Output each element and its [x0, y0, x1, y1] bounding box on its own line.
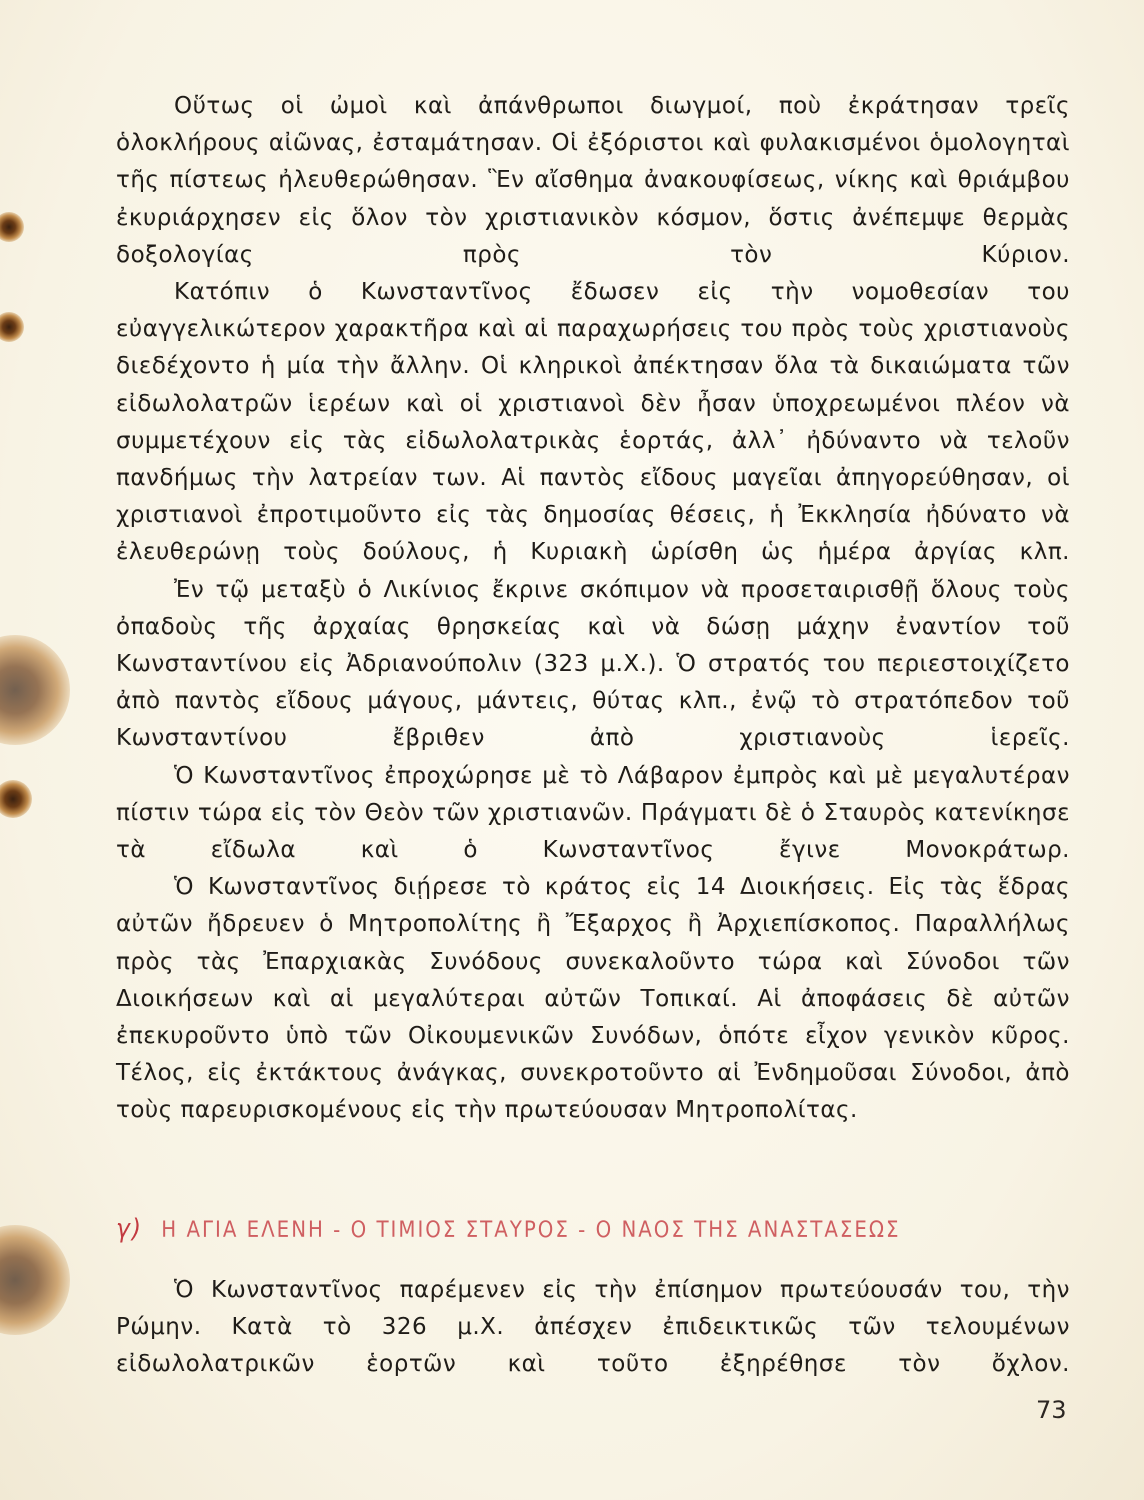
body-text — [116, 88, 1070, 1130]
binder-hole-4 — [0, 780, 32, 818]
section-paragraph-1: Ὁ Κωνσταντῖνος παρέμενεν εἰς τὴν ἐπίσημον πρωτεύουσάν του, τὴν Ρώμην. Κατὰ τὸ 326 μ.Χ. ἀπέσχεν ἐπιδεικτικῶς τῶν τελουμένων εἰδωλολατρικῶν ἑορτῶν καὶ τοῦτο ἐξηρέθησε τὸν ὄχλον. — [116, 1277, 1070, 1378]
page-number: 73 — [1036, 1396, 1067, 1424]
section-heading — [116, 1214, 1070, 1244]
binder-hole-5 — [0, 1225, 70, 1335]
binder-hole-2 — [0, 312, 24, 342]
paragraph-3: Ἐν τῷ μεταξὺ ὁ Λικίνιος ἔκρινε σκόπιμον νὰ προσεταιρισθῇ ὅλους τοὺς ὀπαδοὺς τῆς ἀρχαίας θρησκείας καὶ νὰ δώσῃ μάχην ἐναντίον τοῦ Κωνσταντίνου εἰς Ἀδριανούπολιν (323 μ.Χ.). Ὁ στρατός του περιεστοιχίζετο ἀπὸ παντὸς εἴδους μάγους, μάντεις, θύτας κλπ., ἐνῷ τὸ στρατόπεδον τοῦ Κωνσταντίνου ἔβριθεν ἀπὸ χριστιανοὺς ἱερεῖς. — [116, 576, 1070, 752]
section-title: Η ΑΓΙΑ ΕΛΕΝΗ - Ο ΤΙΜΙΟΣ ΣΤΑΥΡΟΣ - Ο ΝΑΟΣ ΤΗΣ ΑΝΑΣΤΑΣΕΩΣ — [161, 1218, 901, 1243]
paragraph-4: Ὁ Κωνσταντῖνος ἐπροχώρησε μὲ τὸ Λάβαρον ἐμπρὸς καὶ μὲ μεγαλυτέραν πίστιν τώρα εἰς τὸν Θεὸν τῶν χριστιανῶν. Πράγματι δὲ ὁ Σταυρὸς κατενίκησε τὰ εἴδωλα καὶ ὁ Κωνσταντῖνος ἔγινε Μονοκράτωρ. — [116, 762, 1070, 864]
binder-hole-3 — [0, 635, 70, 745]
paragraph-1: Οὕτως οἱ ὠμοὶ καὶ ἀπάνθρωποι διωγμοί, ποὺ ἐκράτησαν τρεῖς ὁλοκλήρους αἰῶνας, ἐσταμάτησαν. Οἱ ἐξόριστοι καὶ φυλακισμένοι ὁμολογηταὶ τῆς πίστεως ἠλευθερώθησαν. Ἓν αἴσθημα ἀνακουφίσεως, νίκης καὶ θριάμβου ἐκυριάρχησεν εἰς ὅλον τὸν χριστιανικὸν κόσμον, ὅστις ἀνέπεμψε θερμὰς δοξολογίας πρὸς τὸν Κύριον. — [116, 93, 1070, 268]
binder-hole-1 — [0, 212, 24, 242]
paragraph-2: Κατόπιν ὁ Κωνσταντῖνος ἔδωσεν εἰς τὴν νομοθεσίαν του εὐαγγελικώτερον χαρακτῆρα καὶ αἱ παραχωρήσεις του πρὸς τοὺς χριστιανοὺς διεδέχοντο ἡ μία τὴν ἄλλην. Οἱ κληρικοὶ ἀπέκτησαν ὅλα τὰ δικαιώματα τῶν εἰδωλολατρῶν ἱερέων καὶ οἱ χριστιανοὶ δὲν ἦσαν ὑποχρεωμένοι πλέον νὰ συμμετέχουν εἰς τὰς εἰδωλολατρικὰς ἑορτάς, ἀλλ᾽ ἠδύναντο νὰ τελοῦν πανδήμως τὴν λατρείαν των. Αἱ παντὸς εἴδους μαγεῖαι ἀπηγορεύθησαν, οἱ χριστιανοὶ ἐπροτιμοῦντο εἰς τὰς δημοσίας θέσεις, ἡ Ἐκκλησία ἠδύνατο νὰ ἐλευθερώνῃ τοὺς δούλους, ἡ Κυριακὴ ὡρίσθη ὡς ἡμέρα ἀργίας κλπ. — [116, 279, 1070, 566]
section-marker: γ) — [116, 1214, 143, 1244]
section-body-text — [116, 1272, 1070, 1384]
paragraph-5: Ὁ Κωνσταντῖνος διῄρεσε τὸ κράτος εἰς 14 Διοικήσεις. Εἰς τὰς ἕδρας αὐτῶν ἤδρευεν ὁ Μητροπολίτης ἢ Ἔξαρχος ἢ Ἀρχιεπίσκοπος. Παραλλήλως πρὸς τὰς Ἐπαρχιακὰς Συνόδους συνεκαλοῦντο τώρα καὶ Σύνοδοι τῶν Διοικήσεων καὶ αἱ μεγαλύτεραι αὐτῶν Τοπικαί. Αἱ ἀποφάσεις δὲ αὐτῶν ἐπεκυροῦντο ὑπὸ τῶν Οἰκουμενικῶν Συνόδων, ὁπότε εἶχον γενικὸν κῦρος. Τέλος, εἰς ἐκτάκτους ἀνάγκας, συνεκροτοῦντο αἱ Ἐνδημοῦσαι Σύνοδοι, ἀπὸ τοὺς παρευρισκομένους εἰς τὴν πρωτεύουσαν Μητροπολίτας. — [116, 874, 1070, 1124]
